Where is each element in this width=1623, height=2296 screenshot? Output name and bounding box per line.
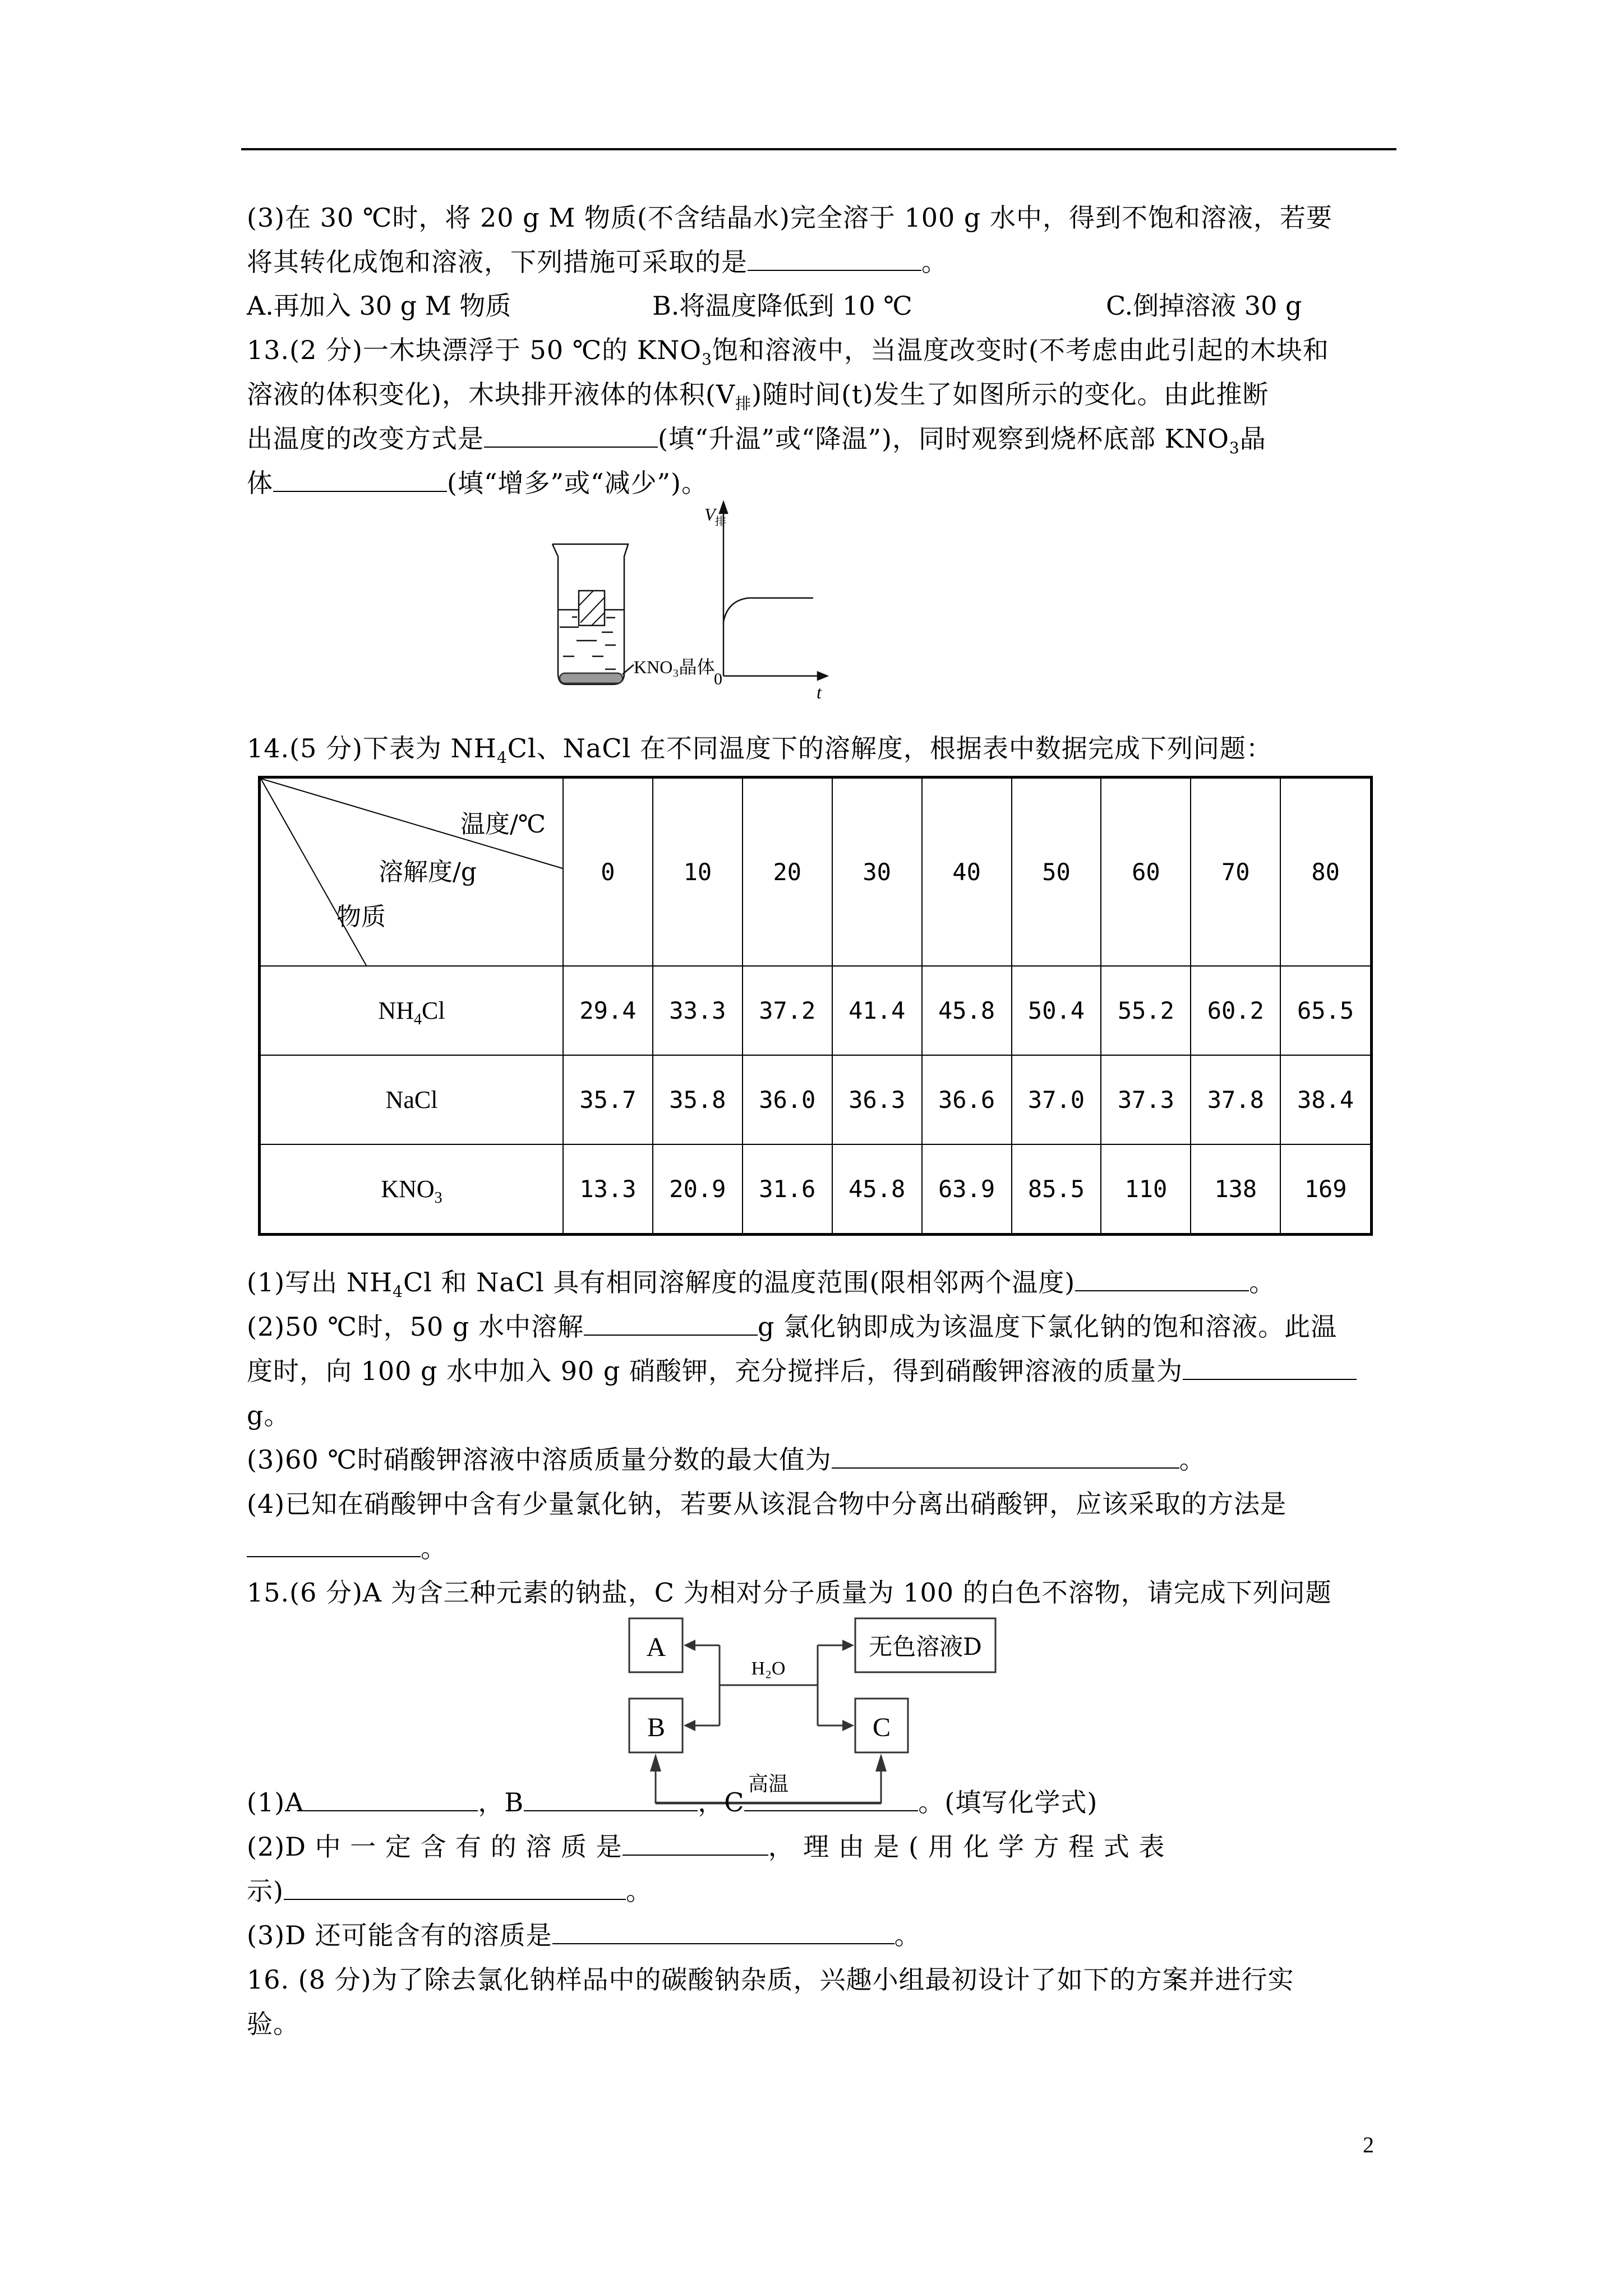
corner-diagonal-2 [261,779,366,965]
q14-p1 [247,1266,1402,1299]
corner-solubility-label: 溶解度/g [379,858,477,886]
q15-c-blank[interactable] [744,1788,918,1811]
v-curve [723,598,813,622]
arrowhead-b [684,1720,695,1731]
table-cell: 65.5 [1280,966,1371,1055]
crystal-layer [560,673,623,683]
table-cell: 35.8 [653,1055,743,1144]
temp-header: 60 [1101,777,1191,967]
temp-header: 20 [743,777,832,967]
text: NaCl [385,1086,438,1114]
x-axis-arrow [818,672,827,680]
text: 。(填写化学式) [918,1787,1098,1818]
graph-x-label: t [817,682,822,702]
text: ，C [698,1787,745,1818]
text: (3)D 还可能含有的溶质是 [247,1920,552,1950]
substance-name [260,1144,564,1235]
temp-header: 50 [1012,777,1101,967]
table-cell: 36.3 [832,1055,922,1144]
h2o-connector [720,1645,818,1726]
text: 晶 [1239,424,1266,454]
table-cell: 29.4 [563,966,653,1055]
beaker-diagram [552,544,634,684]
q15-p2-line1 [247,1830,1402,1864]
table-corner-cell [260,777,564,967]
table-cell: 37.2 [743,966,832,1055]
temp-header: 40 [922,777,1012,967]
table-row [260,1144,1372,1235]
table-cell: 13.3 [563,1144,653,1235]
substance-name [260,1055,564,1144]
q12-3-option-c: C.倒掉溶液 30 g [1106,291,1302,321]
corner-substance-label: 物质 [336,903,386,931]
graph-y-label: V [704,504,716,524]
text: (1)A [247,1787,305,1818]
table-cell: 85.5 [1012,1144,1101,1235]
q13-line3 [247,422,1402,458]
temp-header: 70 [1191,777,1280,967]
h2o-label: H₂O [751,1658,786,1679]
text: NH [378,997,414,1024]
subscript: 3 [1229,439,1240,458]
y-axis-arrow [720,502,727,513]
table-cell: 63.9 [922,1144,1012,1235]
corner-temp-label: 温度/℃ [460,810,546,839]
text: (填“升温”或“降温”)，同时观察到烧杯底部 KNO [658,424,1229,454]
q12-3-line2 [247,245,1402,279]
punct: 。 [1249,1267,1276,1297]
q15-b-blank[interactable] [524,1788,698,1811]
arrowhead-a [684,1640,695,1651]
text: (2)D 中 一 定 含 有 的 溶 质 是 [247,1832,623,1862]
table-cell: 60.2 [1191,966,1280,1055]
q14-p4-cont [247,1531,1402,1565]
table-cell: 110 [1101,1144,1191,1235]
temp-header: 10 [653,777,743,967]
q12-3-line1: (3)在 30 ℃时，将 20 g M 物质(不含结晶水)完全溶于 100 g 水中，得到不饱和溶液，若要 [247,203,1332,233]
punct: 。 [921,247,948,277]
text: 13.(2 分)一木块漂浮于 50 ℃的 KNO [247,335,702,365]
table-cell: 45.8 [832,1144,922,1235]
text: 体 [247,468,273,498]
beaker-label: KNO₃晶体 [634,657,715,677]
table-cell: 41.4 [832,966,922,1055]
q13-line2 [247,378,1402,411]
table-cell: 50.4 [1012,966,1101,1055]
q15-p1 [247,1786,1402,1819]
q12-3-option-a: A.再加入 30 g M 物质 [247,291,511,321]
q14-p1-blank[interactable] [1075,1268,1249,1291]
q16-line1: 16. (8 分)为了除去氯化钠样品中的碳酸钠杂质，兴趣小组最初设计了如下的方案并进行实 [247,1964,1294,1995]
table-header-row [260,777,1372,967]
table-cell: 38.4 [1280,1055,1371,1144]
text: (填“增多”或“减少”)。 [447,468,708,498]
table-cell: 20.9 [653,1144,743,1235]
text: ，B [478,1787,524,1818]
q14-p2-kno3-blank[interactable] [1183,1356,1357,1380]
q14-p2-line3: g。 [247,1400,291,1430]
subscript: 3 [702,350,712,369]
q13-crystal-change-blank[interactable] [273,468,447,492]
q15-a-blank[interactable] [304,1788,478,1811]
header-rule [241,148,1396,150]
text: 出温度的改变方式是 [247,424,484,454]
table-cell: 45.8 [922,966,1012,1055]
table-cell: 36.0 [743,1055,832,1144]
subscript: 4 [496,748,508,767]
graph-y-sub: 排 [715,514,726,528]
q12-3-prompt: 将其转化成饱和溶液，下列措施可采取的是 [247,247,748,277]
q15-intro: 15.(6 分)A 为含三种元素的钠盐，C 为相对分子质量为 100 的白色不溶物，请完成下列问题 [247,1577,1332,1608]
temp-header: 80 [1280,777,1371,967]
table-cell: 37.0 [1012,1055,1101,1144]
table-row [260,1055,1372,1144]
q13-figure [550,494,1099,707]
substance-name [260,966,564,1055]
table-cell: 55.2 [1101,966,1191,1055]
solubility-table [258,776,1373,1236]
text: (1)写出 NH [247,1267,393,1297]
box-a-label: A [646,1632,666,1662]
v-t-graph [720,502,827,680]
arrowhead-c [842,1720,854,1731]
text: KNO [381,1175,435,1203]
table-cell: 169 [1280,1144,1371,1235]
q15-p3 [247,1918,1402,1952]
punct: 。 [625,1876,652,1906]
q14-p3-blank[interactable] [832,1445,1179,1469]
box-d-label: 无色溶液D [869,1633,982,1660]
text: 示) [247,1876,284,1906]
text: 14.(5 分)下表为 NH [247,733,497,763]
text: g 氯化钠即成为该温度下氯化钠的饱和溶液。此温 [758,1312,1338,1342]
q15-reaction-diagram [617,1616,1021,1796]
text: 度时，向 100 g 水中加入 90 g 硝酸钾，充分搅拌后，得到硝酸钾溶液的质量为 [247,1356,1183,1386]
punct: 。 [1179,1444,1206,1475]
q14-p2-line2 [247,1354,1402,1388]
q16-line2: 验。 [247,2009,299,2039]
temp-header: 0 [563,777,653,967]
q15-possible-solute-blank[interactable] [552,1921,895,1944]
page-number: 2 [1363,2132,1374,2157]
punct: 。 [421,1533,447,1563]
text: Cl [421,997,445,1024]
table-cell: 33.3 [653,966,743,1055]
q12-3-option-b: B.将温度降低到 10 ℃ [652,291,912,321]
q14-p4: (4)已知在硝酸钾中含有少量氯化钠，若要从该混合物中分离出硝酸钾，应该采取的方法是 [247,1489,1287,1519]
text: )随时间(t)发生了如图所示的变化。由此推断 [751,379,1269,409]
table-cell: 138 [1191,1144,1280,1235]
table-cell: 37.3 [1101,1055,1191,1144]
text: ， 理 由 是 ( 用 化 学 方 程 式 表 [768,1832,1165,1862]
subscript: 3 [434,1189,442,1207]
q14-p2-nacl-blank[interactable] [584,1312,758,1336]
q13-line1 [247,333,1402,367]
subscript: 4 [393,1282,403,1301]
text: Cl 和 NaCl 具有相同溶解度的温度范围(限相邻两个温度) [403,1267,1076,1297]
punct: 。 [894,1920,921,1950]
table-row [260,966,1372,1055]
text: (3)60 ℃时硝酸钾溶液中溶质质量分数的最大值为 [247,1444,832,1475]
table-cell: 31.6 [743,1144,832,1235]
q14-p2-line1 [247,1310,1402,1343]
subscript: 排 [735,394,752,413]
box-b-label: B [647,1713,666,1742]
arrowhead-d [842,1640,854,1651]
table-cell: 35.7 [563,1055,653,1144]
temp-header: 30 [832,777,922,967]
q14-p4-blank[interactable] [247,1534,421,1557]
table-cell: 36.6 [922,1055,1012,1144]
q13-temp-change-blank[interactable] [484,424,658,448]
subscript: 4 [413,1010,422,1028]
graph-origin: 0 [714,670,722,688]
q12-3-answer-blank[interactable] [748,247,921,271]
box-c-label: C [872,1713,891,1742]
q15-equation-blank[interactable] [284,1876,626,1900]
text: (2)50 ℃时，50 g 水中溶解 [247,1312,584,1342]
text: Cl、NaCl 在不同温度下的溶解度，根据表中数据完成下列问题： [507,733,1272,763]
q15-p2-line2 [247,1874,1402,1908]
q14-intro [247,731,1402,765]
q14-p3 [247,1443,1402,1476]
table-cell: 37.8 [1191,1055,1280,1144]
text: 饱和溶液中，当温度改变时(不考虑由此引起的木块和 [712,335,1329,365]
text: 溶液的体积变化)，木块排开液体的体积(V [247,379,736,409]
heat-label: 高温 [748,1773,789,1796]
q15-d-solute-blank[interactable] [623,1832,768,1856]
